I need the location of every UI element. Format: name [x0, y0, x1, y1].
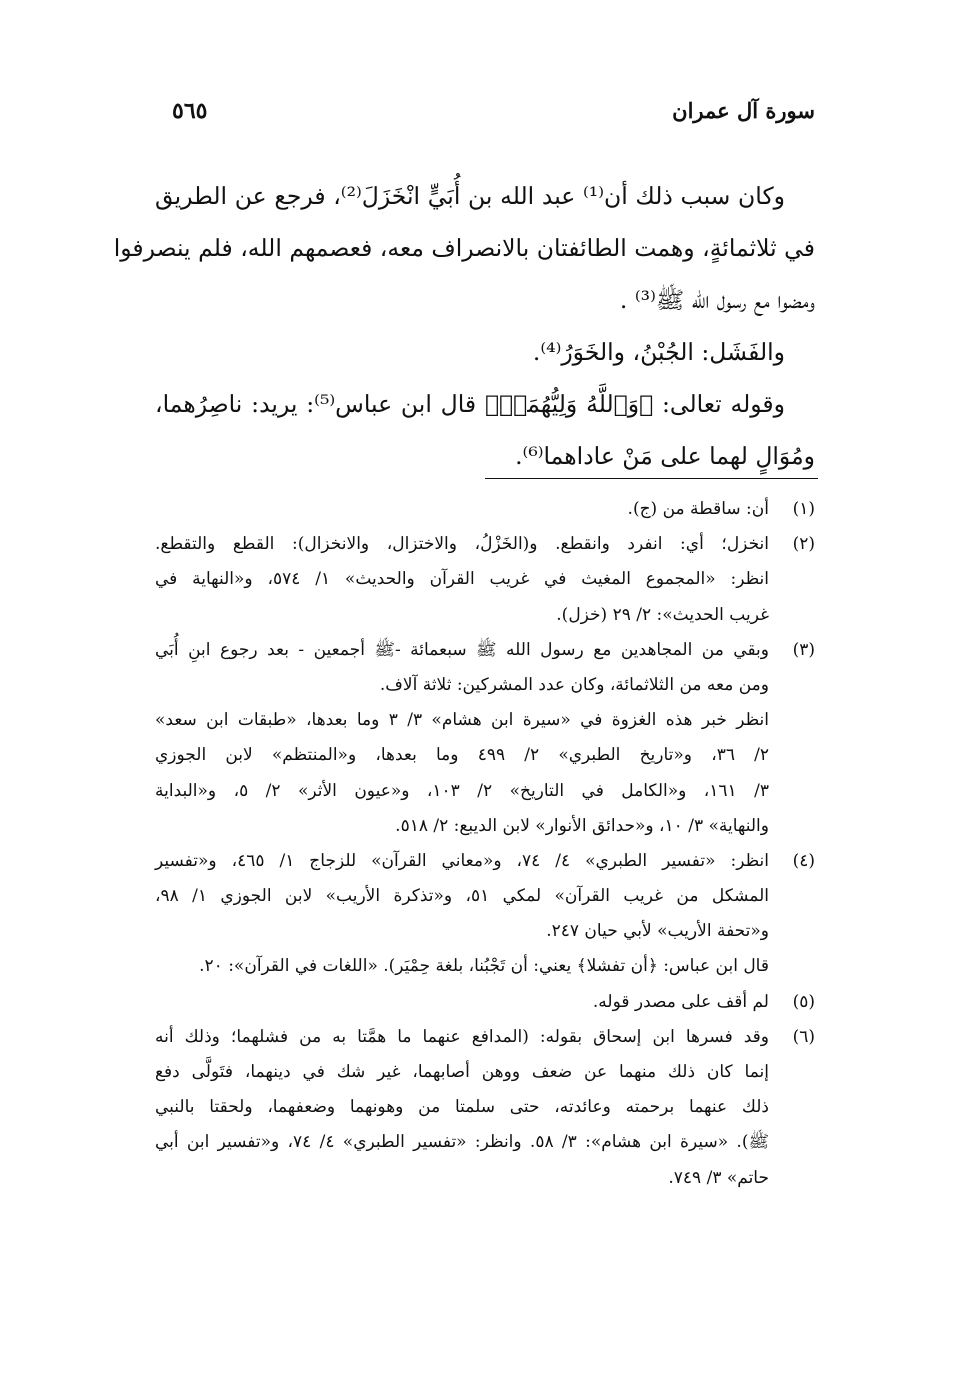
footnotes — [155, 492, 815, 1196]
footnote-line: قال ابن عباس: ﴿أن تفشلا﴾ يعني: أن تَجْبُنا، بلغة حِمْيَر). «اللغات في القرآن»: ٢٠. — [199, 956, 769, 977]
footnote-line: ومن معه من الثلاثمائة، وكان عدد المشركين: ثلاثة آلاف. — [379, 674, 769, 695]
footnote-line: إنما كان ذلك منهما عن ضعف ووهن أصابهما، غير شك في دينهما، فتَولَّى دفع — [155, 1062, 769, 1082]
footnote-line: وقد فسرها ابن إسحاق بقوله: (المدافع عنهما ما همَّتا به من فشلهما؛ وذلك أنه — [155, 1026, 769, 1047]
main-line: في ثلاثمائةٍ، وهمت الطائفتان بالانصراف معه، فعصمهم الله، فلم ينصرفوا — [113, 234, 815, 262]
footnote-1 — [155, 492, 815, 527]
footnote-number: (٥) — [792, 991, 815, 1012]
footnote-line: ذلك عنهما برحمته وعائدته، حتى سلمتا من وهونهما وضعفهما، ولحقتا بالنبي — [155, 1097, 769, 1118]
footnote-line: لم أقف على مصدر قوله. — [592, 991, 769, 1012]
footnote-number: (٢) — [792, 534, 815, 555]
footnote-3 — [155, 633, 815, 844]
surah-title: سورة آل عمران — [672, 98, 815, 123]
footnote-line: انخزل؛ أي: انفرد وانقطع. و(الخَزْلُ، والاختزال، والانخزال): القطع والتقطع. — [155, 534, 769, 555]
footnote-line: ﷺ). «سيرة ابن هشام»: ٣/ ٥٨. وانظر: «تفسير الطبري» ٤/ ٧٤، و«تفسير ابن أبي — [155, 1132, 770, 1153]
footnote-line: انظر خبر هذه الغزوة في «سيرة ابن هشام» ٣/ ٣ وما بعدها، «طبقات ابن سعد» — [155, 710, 770, 731]
footnote-line: وبقي من المجاهدين مع رسول الله ﷺ سبعمائة -ﷺ أجمعين - بعد رجوع ابنِ أُبَي — [155, 639, 769, 660]
footnote-4 — [155, 844, 815, 985]
footnote-line: حاتم» ٣/ ٧٤٩. — [668, 1167, 769, 1188]
footnote-line: غريب الحديث»: ٢/ ٢٩ (خزل). — [556, 604, 769, 625]
footnote-divider — [485, 478, 818, 479]
page-number: ٥٦٥ — [172, 98, 208, 124]
main-text — [113, 170, 815, 482]
main-line: وكان سبب ذلك أن⁽¹⁾ عبد الله بن أُبَيٍّ انْخَزَلَ⁽²⁾، فرجع عن الطريق — [155, 182, 785, 210]
footnote-line: أن: ساقطة من (ج). — [627, 499, 769, 519]
footnote-line: والنهاية» ٣/ ١٠، و«حدائق الأنوار» لابن الديبع: ٢/ ٥١٨. — [395, 815, 769, 836]
main-line: وقوله تعالى: ﴿وَٱللَّهُ وَلِيُّهُمَاۗ﴾ قال ابن عباس⁽⁵⁾: يريد: ناصِرُهما، — [155, 390, 785, 418]
main-line: ومضوا مع رسول الله ﷺ⁽³⁾ . — [619, 286, 815, 314]
footnote-5 — [155, 985, 815, 1020]
footnote-number: (٦) — [792, 1026, 815, 1047]
footnote-line: انظر: «المجموع المغيث في غريب القرآن والحديث» ١/ ٥٧٤، و«النهاية في — [155, 569, 769, 590]
footnote-line: ٢/ ٣٦، و«تاريخ الطبري» ٢/ ٤٩٩ وما بعدها، و«المنتظم» لابن الجوزي — [155, 745, 770, 766]
footnote-line: المشكل من غريب القرآن» لمكي ٥١، و«تذكرة الأريب» لابن الجوزي ١/ ٩٨، — [155, 886, 769, 907]
footnote-6 — [155, 1020, 815, 1196]
footnote-2 — [155, 527, 815, 633]
footnote-number: (٣) — [792, 639, 815, 660]
footnote-number: (١) — [792, 499, 815, 519]
footnote-line: ٣/ ١٦١، و«الكامل في التاريخ» ٢/ ١٠٣، و«عيون الأثر» ٢/ ٥، و«البداية — [155, 780, 769, 801]
footnote-line: انظر: «تفسير الطبري» ٤/ ٧٤، و«معاني القرآن» للزجاج ١/ ٤٦٥، و«تفسير — [155, 850, 769, 871]
footnote-line: و«تحفة الأريب» لأبي حيان ٢٤٧. — [546, 921, 769, 942]
footnote-number: (٤) — [792, 850, 815, 871]
main-line: ومُوَالٍ لهما على مَنْ عاداهما⁽⁶⁾. — [515, 442, 815, 470]
main-line: والفَشَل: الجُبْنُ، والخَوَرُ⁽⁴⁾. — [532, 338, 785, 366]
